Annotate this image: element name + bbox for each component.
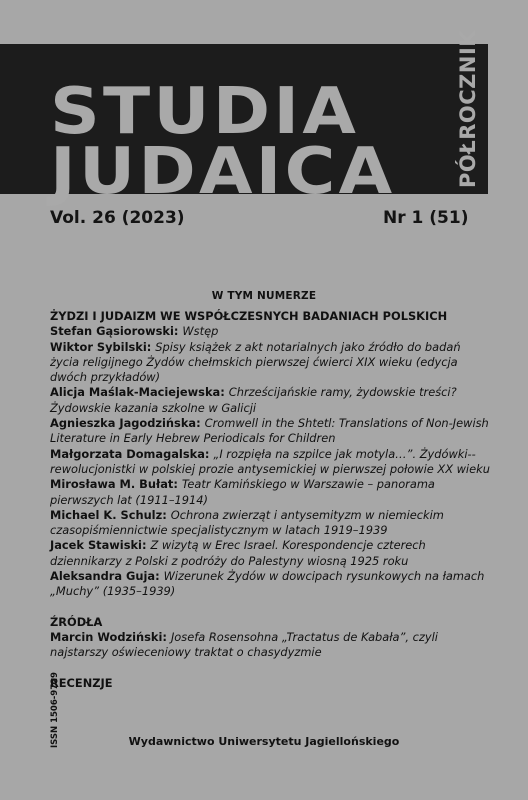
toc-entry-title: Z wizytą w Erec Israel. Korespondencje czterech dziennikarzy z Polski z podróży do Palestyny wiosną 1925 roku — [50, 538, 426, 568]
toc-entry: Jacek Stawiski: Z wizytą w Erec Israel. Korespondencje czterech dziennikarzy z Polski z podróży do Palestyny wiosną 1925 roku — [50, 538, 426, 568]
toc-entry-author: Michael K. Schulz — [50, 507, 163, 522]
toc-entry-title: Spisy książek z akt notarialnych jako źródło do badań życia religijnego Żydów chełmskich pierwszej ćwierci XIX wieku (edycja dwóch przykładów) — [50, 339, 461, 385]
toc-entry-title: Wstęp — [182, 324, 219, 339]
frequency-label: PÓŁROCZNIK — [456, 29, 480, 188]
issue-number: Nr 1 (51) — [383, 208, 469, 228]
toc-entry: Stefan Gąsiorowski: Wstęp — [50, 324, 219, 339]
toc-entry-author: Stefan Gąsiorowski — [50, 324, 174, 339]
volume-label: Vol. 26 (2023) — [50, 208, 185, 228]
toc-section-title: RECENZJE — [50, 675, 113, 690]
section-gap — [50, 600, 490, 615]
journal-title-line-2: JUDAICA — [50, 135, 396, 209]
publisher-name: Wydawnictwo Uniwersytetu Jagiellońskiego — [128, 735, 400, 748]
toc-entry-title: Teatr Kamińskiego w Warszawie – panorama pierwszych lat (1911–1914) — [50, 477, 435, 507]
toc-entry: Małgorzata Domagalska: „I rozpięła na szpilce jak motyla…”. Żydówki--rewolucjonistki w polskiej prozie antysemickiej w pierwszej połowie XX wieku — [50, 446, 490, 476]
toc-entry-title: Ochrona zwierząt i antysemityzm w niemieckim czasopiśmiennictwie specjalistycznym w latach 1919–1939 — [50, 507, 444, 538]
toc-section-title: ŹRÓDŁA — [50, 614, 103, 629]
toc-entry-title: Chrześcijańskie ramy, żydowskie treści? Żydowskie kazania szkolne w Galicji — [50, 385, 457, 415]
toc-entry: Agnieszka Jagodzińska: Cromwell in the Shtetl: Translations of Non-Jewish Literature in Early Hebrew Periodicals for Children — [50, 416, 489, 446]
toc-entry-author: Jacek Stawiski — [50, 538, 142, 553]
toc-entry: Wiktor Sybilski: Spisy książek z akt notarialnych jako źródło do badań życia religijnego Żydów chełmskich pierwszej ćwierci XIX wieku (edycja dwóch przykładów) — [50, 339, 461, 385]
toc-entry-author: Alicja Maślak-Maciejewska — [50, 385, 221, 400]
toc-entry: Michael K. Schulz: Ochrona zwierząt i antysemityzm w niemieckim czasopiśmiennictwie specjalistycznym w latach 1919–1939 — [50, 507, 444, 538]
toc-entry-title: Wizerunek Żydów w dowcipach rysunkowych na łamach „Muchy” (1935–1939) — [50, 569, 485, 599]
toc-entry: Mirosława M. Bułat: Teatr Kamińskiego w Warszawie – panorama pierwszych lat (1911–1914) — [50, 477, 435, 507]
toc-section-title: ŻYDZI I JUDAIZM WE WSPÓŁCZESNYCH BADANIACH POLSKICH — [50, 309, 448, 323]
toc-entry-author: Małgorzata Domagalska — [50, 446, 205, 461]
toc-entry-author: Aleksandra Guja — [50, 569, 156, 584]
toc-entry-author: Mirosława M. Bułat — [50, 477, 174, 492]
toc-entry: Aleksandra Guja: Wizerunek Żydów w dowcipach rysunkowych na łamach „Muchy” (1935–1939) — [50, 569, 485, 599]
toc-entry-author: Agnieszka Jagodzińska — [50, 416, 197, 431]
toc-entry: Marcin Wodziński: Josefa Rosensohna „Tractatus de Kabała”, czyli najstarszy oświeceniowy traktat o chasydyzmie — [50, 629, 438, 660]
issn-label: ISSN 1506-9729 — [50, 672, 60, 748]
toc-heading: W TYM NUMERZE — [211, 290, 317, 302]
toc-entry-title: „I rozpięła na szpilce jak motyla…”. Żydówki--rewolucjonistki w polskiej prozie antysemickiej w pierwszej połowie XX wieku — [50, 446, 490, 476]
toc-entry-title: Cromwell in the Shtetl: Translations of Non-Jewish Literature in Early Hebrew Periodicals for Children — [50, 416, 489, 446]
table-of-contents — [50, 309, 490, 691]
journal-title-line-1: STUDIA — [50, 75, 360, 149]
toc-entry-title: Josefa Rosensohna „Tractatus de Kabała”, czyli najstarszy oświeceniowy traktat o chasydyzmie — [50, 629, 438, 660]
toc-entry-author: Marcin Wodziński — [50, 629, 163, 644]
toc-entry: Alicja Maślak-Maciejewska: Chrześcijańskie ramy, żydowskie treści? Żydowskie kazania szkolne w Galicji — [50, 385, 457, 415]
section-gap — [50, 661, 490, 676]
toc-entry-author: Wiktor Sybilski — [50, 339, 147, 354]
